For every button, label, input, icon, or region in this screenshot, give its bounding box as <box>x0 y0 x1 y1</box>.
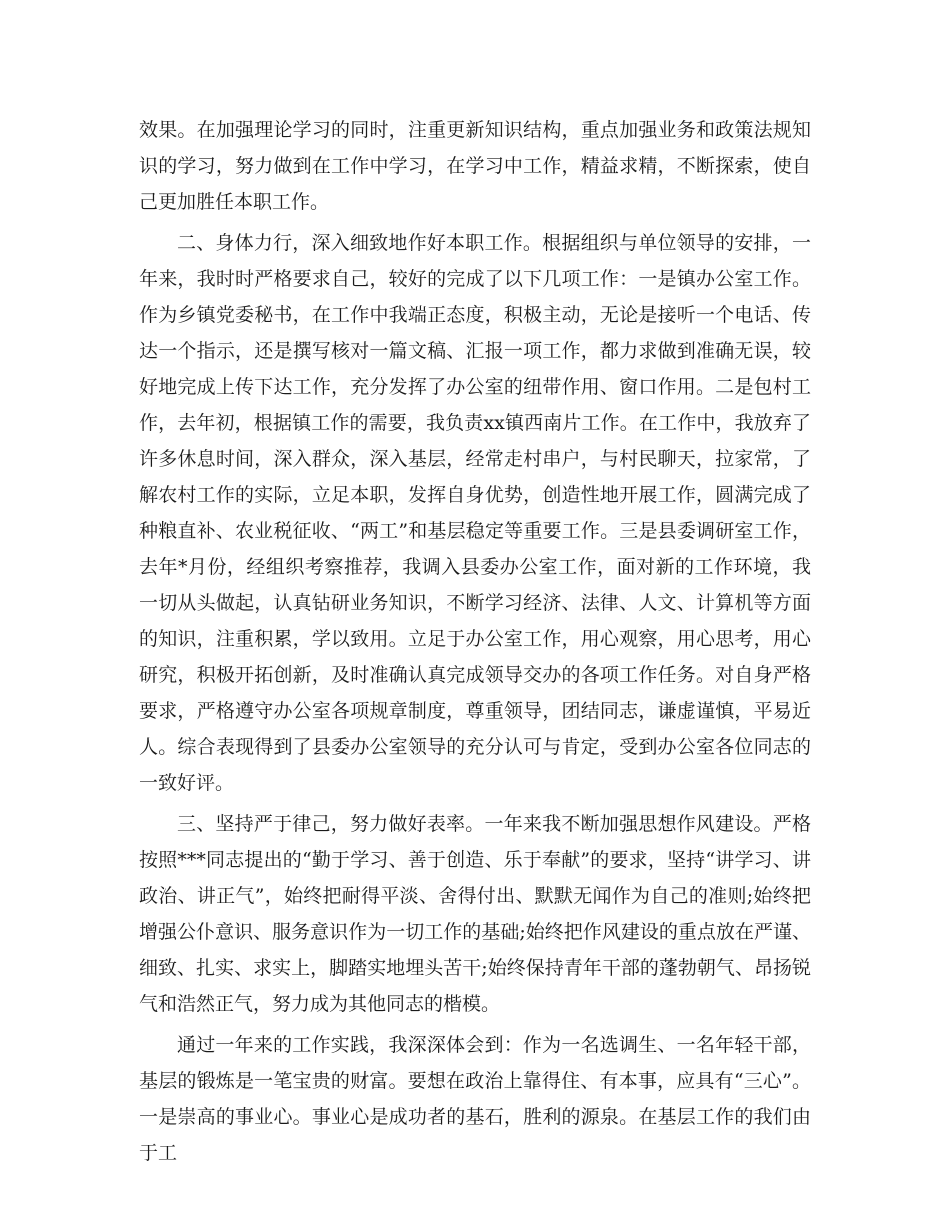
document-body <box>139 112 811 1176</box>
paragraph-section-three: 三、坚持严于律己，努力做好表率。一年来我不断加强思想作风建设。严格按照***同志提出的“勤于学习、善于创造、乐于奉献”的要求，坚持“讲学习、讲政治、讲正气”，始终把耐得平淡、舍得付出、默默无闻作为自己的准则;始终把增强公仆意识、服务意识作为一切工作的基础;始终把作风建设的重点放在严谨、细致、扎实、求实上，脚踏实地埋头苦干;始终保持青年干部的蓬勃朝气、昂扬锐气和浩然正气，努力成为其他同志的楷模。 <box>139 813 811 1015</box>
paragraph-reflection: 通过一年来的工作实践，我深深体会到：作为一名选调生、一名年轻干部，基层的锻炼是一笔宝贵的财富。要想在政治上靠得住、有本事，应具有“三心”。一是崇高的事业心。事业心是成功者的基石，胜利的源泉。在基层工作的我们由于工 <box>139 1034 811 1164</box>
paragraph-continuation: 效果。在加强理论学习的同时，注重更新知识结构，重点加强业务和政策法规知识的学习，努力做到在工作中学习，在学习中工作，精益求精，不断探索，使自己更加胜任本职工作。 <box>139 119 811 213</box>
paragraph-section-two: 二、身体力行，深入细致地作好本职工作。根据组织与单位领导的安排，一年来，我时时严格要求自己，较好的完成了以下几项工作：一是镇办公室工作。作为乡镇党委秘书，在工作中我端正态度，积极主动，无论是接听一个电话、传达一个指示，还是撰写核对一篇文稿、汇报一项工作，都力求做到准确无误，较好地完成上传下达工作，充分发挥了办公室的纽带作用、窗口作用。二是包村工作，去年初，根据镇工作的需要，我负责xx镇西南片工作。在工作中，我放弃了许多休息时间，深入群众，深入基层，经常走村串户，与村民聊天，拉家常，了解农村工作的实际，立足本职，发挥自身优势，创造性地开展工作，圆满完成了种粮直补、农业税征收、“两工”和基层稳定等重要工作。三是县委调研室工作，去年*月份，经组织考察推荐，我调入县委办公室工作，面对新的工作环境，我一切从头做起，认真钻研业务知识，不断学习经济、法律、人文、计算机等方面的知识，注重积累，学以致用。立足于办公室工作，用心观察，用心思考，用心研究，积极开拓创新，及时准确认真完成领导交办的各项工作任务。对自身严格要求，严格遵守办公室各项规章制度，尊重领导，团结同志，谦虚谨慎，平易近人。综合表现得到了县委办公室领导的充分认可与肯定，受到办公室各位同志的一致好评。 <box>139 232 811 794</box>
